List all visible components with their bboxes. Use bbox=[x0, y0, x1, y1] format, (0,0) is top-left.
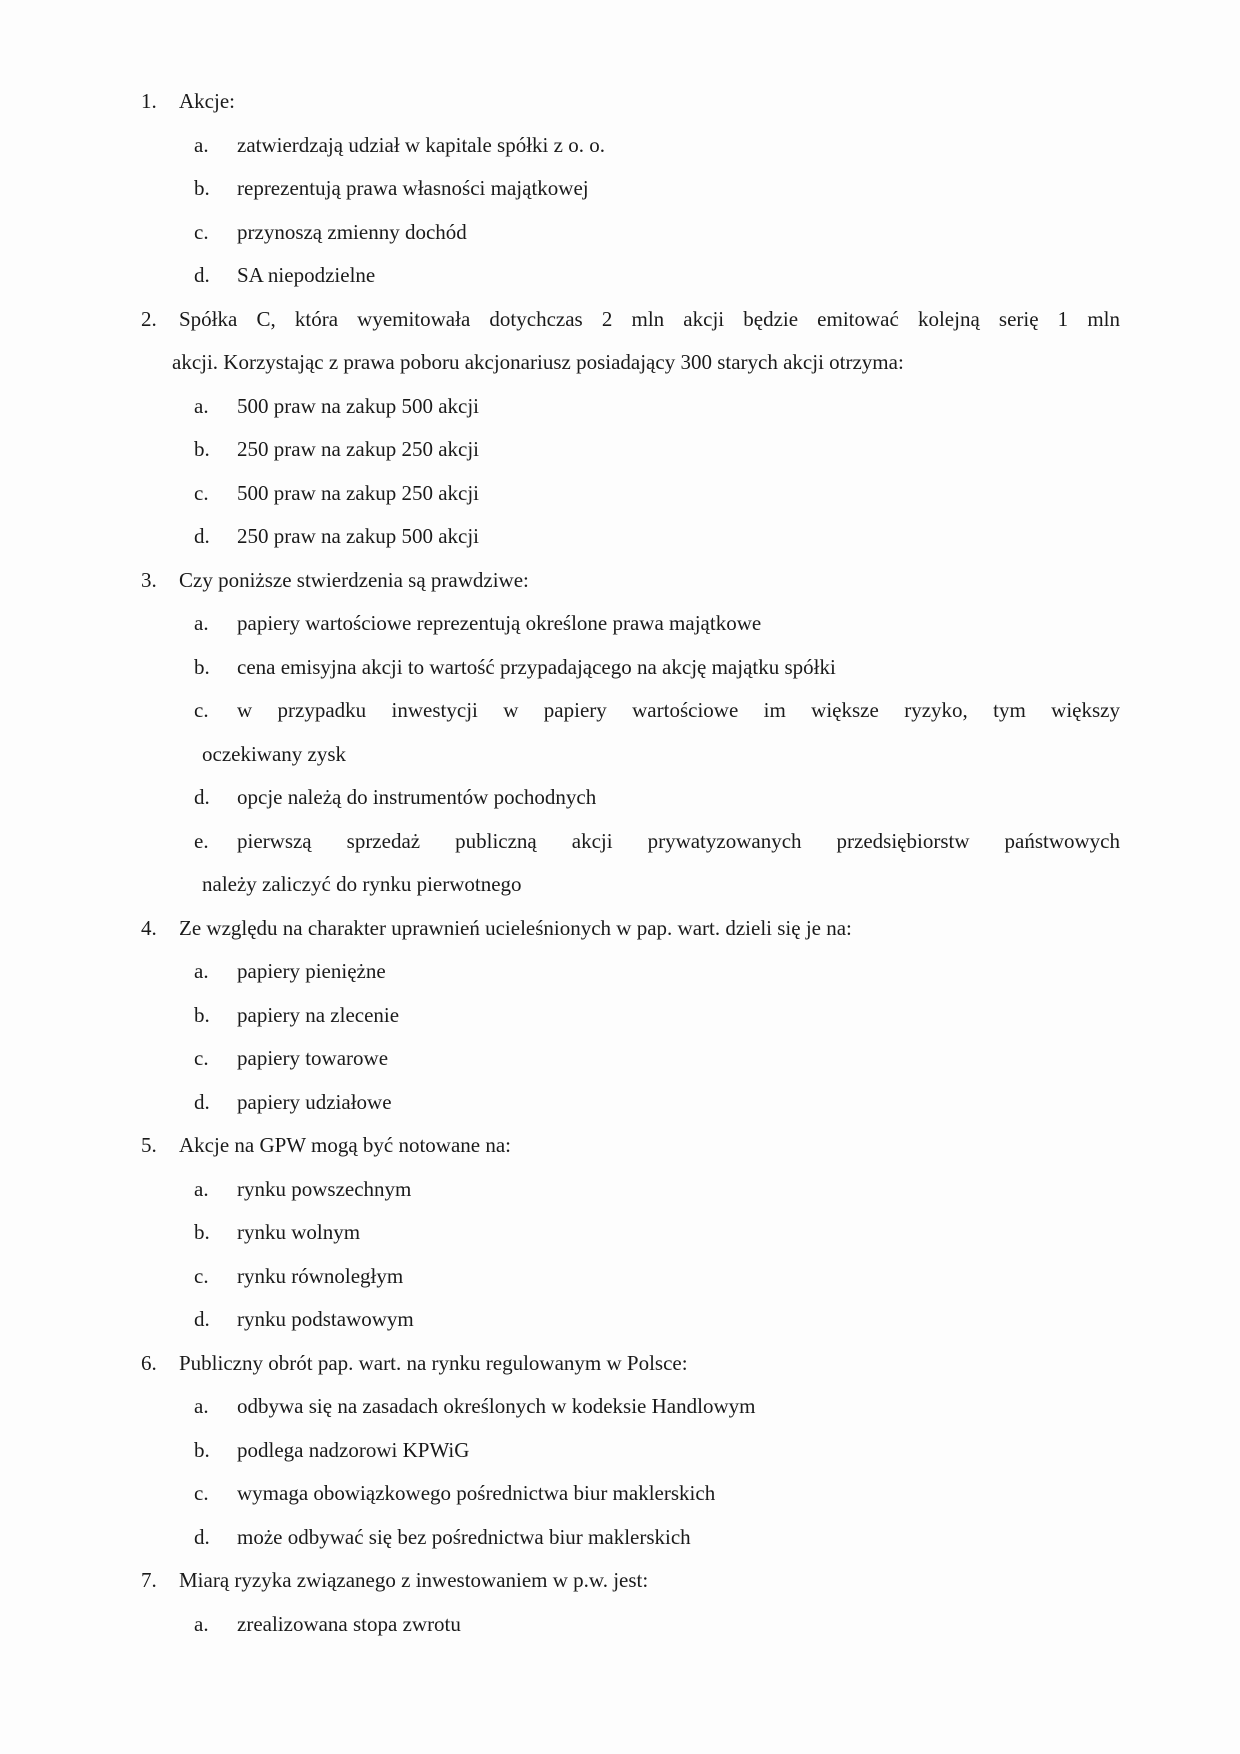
option-line bbox=[194, 211, 1120, 255]
question-text: akcji. Korzystając z prawa poboru akcjonariusz posiadający 300 starych akcji otrzyma: bbox=[172, 350, 904, 374]
option-text: rynku podstawowym bbox=[237, 1307, 414, 1331]
option-line bbox=[194, 1385, 1120, 1429]
option-line bbox=[194, 1211, 1120, 1255]
option-letter: c. bbox=[194, 698, 209, 722]
option-text: papiery na zlecenie bbox=[237, 1002, 400, 1027]
option-line-continuation bbox=[202, 863, 1120, 907]
option-line bbox=[194, 1168, 1120, 1212]
option-letter: a. bbox=[194, 611, 209, 635]
option-letter: b. bbox=[194, 1002, 210, 1027]
option-letter: a. bbox=[194, 959, 209, 983]
option-text: 500 praw na zakup 500 akcji bbox=[237, 393, 480, 418]
option-text: papiery pieniężne bbox=[237, 959, 386, 983]
option-text: SA niepodzielne bbox=[237, 263, 376, 287]
option-line bbox=[194, 1037, 1120, 1081]
option-line bbox=[194, 472, 1120, 516]
option-line bbox=[194, 1298, 1120, 1342]
option-line bbox=[194, 385, 1120, 429]
option-line bbox=[194, 254, 1120, 298]
option-text: rynku powszechnym bbox=[237, 1176, 412, 1201]
question-line bbox=[141, 1124, 1120, 1168]
question bbox=[141, 1559, 1120, 1646]
option-letter: d. bbox=[194, 524, 210, 548]
option-line bbox=[194, 646, 1120, 690]
question-line bbox=[141, 1559, 1120, 1603]
question bbox=[141, 1342, 1120, 1560]
option-text: papiery wartościowe reprezentują określone prawa majątkowe bbox=[237, 611, 762, 635]
option-letter: a. bbox=[194, 1394, 209, 1418]
option-text: papiery towarowe bbox=[237, 1046, 389, 1070]
option-letter: b. bbox=[194, 1220, 210, 1244]
option-line bbox=[194, 820, 1120, 864]
question-text: Spółka C, która wyemitowała dotychczas 2 mln akcji będzie emitować kolejną serię 1 mln bbox=[179, 306, 1120, 331]
question-text: Akcje na GPW mogą być notowane na: bbox=[179, 1133, 512, 1157]
option-text: może odbywać się bez pośrednictwa biur maklerskich bbox=[237, 1524, 691, 1549]
option-text: zrealizowana stopa zwrotu bbox=[237, 1611, 461, 1636]
option-text: wymaga obowiązkowego pośrednictwa biur maklerskich bbox=[237, 1481, 716, 1505]
option-line bbox=[194, 428, 1120, 472]
question-number: 3. bbox=[141, 567, 157, 592]
question-number: 4. bbox=[141, 915, 157, 940]
option-text: 250 praw na zakup 500 akcji bbox=[237, 524, 480, 548]
option-text: 250 praw na zakup 250 akcji bbox=[237, 437, 480, 461]
question bbox=[141, 80, 1120, 298]
question-text: Publiczny obrót pap. wart. na rynku regulowanym w Polsce: bbox=[179, 1350, 688, 1375]
option-line bbox=[194, 602, 1120, 646]
option-text: przynoszą zmienny dochód bbox=[237, 219, 467, 244]
option-line bbox=[194, 689, 1120, 733]
option-letter: c. bbox=[194, 1046, 209, 1070]
question-text: Akcje: bbox=[179, 89, 235, 113]
option-line bbox=[194, 1429, 1120, 1473]
option-line bbox=[194, 1603, 1120, 1647]
question-number: 1. bbox=[141, 89, 157, 113]
option-letter: c. bbox=[194, 1263, 209, 1288]
option-letter: d. bbox=[194, 263, 210, 287]
option-text: podlega nadzorowi KPWiG bbox=[237, 1437, 470, 1462]
option-text: rynku wolnym bbox=[237, 1220, 361, 1244]
question-line bbox=[141, 80, 1120, 124]
question-text: Miarą ryzyka związanego z inwestowaniem w p.w. jest: bbox=[179, 1568, 649, 1592]
option-line bbox=[194, 1516, 1120, 1560]
option-text: oczekiwany zysk bbox=[202, 741, 347, 766]
option-line bbox=[194, 950, 1120, 994]
option-letter: b. bbox=[194, 437, 210, 461]
option-line bbox=[194, 1472, 1120, 1516]
option-text: cena emisyjna akcji to wartość przypadającego na akcję majątku spółki bbox=[237, 654, 836, 679]
option-text: 500 praw na zakup 250 akcji bbox=[237, 480, 480, 505]
question bbox=[141, 1124, 1120, 1342]
question-line-continuation bbox=[172, 341, 1120, 385]
option-letter: a. bbox=[194, 1611, 209, 1636]
question bbox=[141, 907, 1120, 1125]
option-text: pierwszą sprzedaż publiczną akcji prywatyzowanych przedsiębiorstw państwowych bbox=[237, 828, 1120, 853]
option-line bbox=[194, 167, 1120, 211]
question bbox=[141, 298, 1120, 559]
question-number: 5. bbox=[141, 1133, 157, 1157]
option-letter: b. bbox=[194, 176, 210, 200]
option-text: odbywa się na zasadach określonych w kodeksie Handlowym bbox=[237, 1394, 756, 1418]
option-letter: b. bbox=[194, 654, 210, 679]
option-letter: c. bbox=[194, 1481, 209, 1505]
question-line bbox=[141, 559, 1120, 603]
option-letter: d. bbox=[194, 1307, 210, 1331]
question-number: 6. bbox=[141, 1350, 157, 1375]
option-line-continuation bbox=[202, 733, 1120, 777]
question-number: 7. bbox=[141, 1568, 157, 1592]
option-letter: a. bbox=[194, 132, 209, 157]
option-line bbox=[194, 994, 1120, 1038]
option-line bbox=[194, 776, 1120, 820]
option-letter: a. bbox=[194, 393, 209, 418]
option-text: zatwierdzają udział w kapitale spółki z o. o. bbox=[237, 132, 605, 157]
option-letter: d. bbox=[194, 1089, 210, 1114]
option-letter: b. bbox=[194, 1437, 210, 1462]
option-text: papiery udziałowe bbox=[237, 1089, 392, 1114]
question-line bbox=[141, 1342, 1120, 1386]
question-text: Ze względu na charakter uprawnień ucieleśnionych w pap. wart. dzieli się je na: bbox=[179, 915, 852, 940]
option-letter: e. bbox=[194, 828, 209, 853]
option-text: należy zaliczyć do rynku pierwotnego bbox=[202, 872, 522, 896]
question-line bbox=[141, 907, 1120, 951]
option-line bbox=[194, 1081, 1120, 1125]
option-text: opcje należą do instrumentów pochodnych bbox=[237, 785, 597, 809]
option-letter: d. bbox=[194, 1524, 210, 1549]
question-number: 2. bbox=[141, 306, 157, 331]
option-text: rynku równoległym bbox=[237, 1263, 404, 1288]
question-text: Czy poniższe stwierdzenia są prawdziwe: bbox=[179, 567, 529, 592]
option-letter: a. bbox=[194, 1176, 209, 1201]
option-letter: c. bbox=[194, 480, 209, 505]
option-line bbox=[194, 124, 1120, 168]
question bbox=[141, 559, 1120, 907]
option-letter: d. bbox=[194, 785, 210, 809]
option-line bbox=[194, 1255, 1120, 1299]
option-text: w przypadku inwestycji w papiery wartościowe im większe ryzyko, tym większy bbox=[237, 698, 1120, 722]
option-letter: c. bbox=[194, 219, 209, 244]
option-line bbox=[194, 515, 1120, 559]
question-line bbox=[141, 298, 1120, 342]
option-text: reprezentują prawa własności majątkowej bbox=[237, 176, 589, 200]
